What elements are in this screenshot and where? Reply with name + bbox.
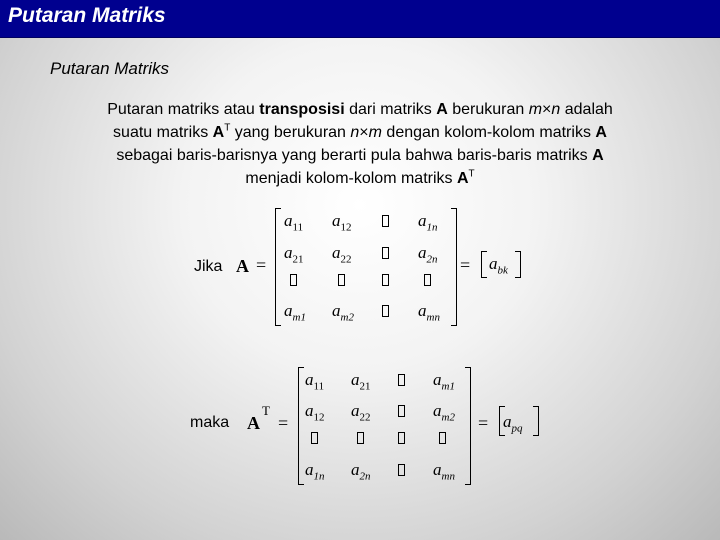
matrix-element-base: a bbox=[351, 401, 360, 420]
matrix-element bbox=[418, 301, 440, 323]
matrix-element bbox=[351, 460, 371, 482]
matrix-element-subscript: m2 bbox=[340, 311, 354, 324]
para-text: yang berukuran bbox=[230, 124, 351, 141]
equals-sign-rhs: = bbox=[460, 255, 471, 275]
matrix-element bbox=[284, 301, 306, 323]
para-transpose-sup: T bbox=[468, 168, 475, 180]
matrix-element-base: a bbox=[284, 301, 293, 320]
para-text: adalah suatu matriks bbox=[113, 101, 613, 141]
matrix-symbol-A: A bbox=[247, 413, 260, 433]
matrix-element-subscript: 22 bbox=[359, 411, 371, 424]
matrix-element-base: a bbox=[351, 460, 360, 479]
ellipsis-placeholder bbox=[382, 215, 389, 227]
left-bracket bbox=[275, 208, 281, 326]
matrix-element-subscript: mn bbox=[426, 311, 440, 324]
para-times: × bbox=[359, 124, 369, 141]
matrix-element-base: a bbox=[305, 460, 314, 479]
matrix-element-subscript: 21 bbox=[292, 253, 304, 266]
slide-title: Putaran Matriks bbox=[8, 4, 166, 27]
ellipsis-placeholder bbox=[311, 432, 318, 444]
equals-sign: = bbox=[278, 413, 289, 433]
right-bracket bbox=[465, 367, 471, 485]
matrix-element bbox=[418, 211, 438, 233]
matrix-element-base: a bbox=[332, 243, 341, 262]
matrix-element-base: a bbox=[284, 211, 293, 230]
matrix-element-base: a bbox=[332, 211, 341, 230]
ellipsis-placeholder bbox=[439, 432, 446, 444]
rhs-element-subscript: bk bbox=[497, 264, 508, 277]
right-bracket bbox=[451, 208, 457, 326]
rhs-element-base: a bbox=[489, 254, 498, 273]
matrix-element bbox=[284, 243, 304, 265]
ellipsis-placeholder bbox=[382, 247, 389, 259]
section-heading: Putaran Matriks bbox=[50, 59, 170, 78]
para-matrix-symbol: A bbox=[212, 124, 225, 141]
rhs-element bbox=[503, 412, 523, 434]
ellipsis-placeholder bbox=[357, 432, 364, 444]
matrix-element-subscript: 1n bbox=[313, 470, 325, 483]
para-text: Putaran matriks atau bbox=[107, 101, 260, 118]
matrix-element-base: a bbox=[418, 211, 427, 230]
matrix-element bbox=[305, 401, 325, 423]
matrix-element-subscript: 12 bbox=[340, 221, 352, 234]
matrix-element bbox=[433, 460, 455, 482]
matrix-element-subscript: 11 bbox=[313, 380, 325, 393]
matrix-element-subscript: m1 bbox=[292, 311, 306, 324]
left-bracket bbox=[298, 367, 304, 485]
ellipsis-placeholder bbox=[290, 274, 297, 286]
matrix-element-subscript: m1 bbox=[441, 380, 455, 393]
matrix-element-subscript: 12 bbox=[313, 411, 325, 424]
matrix-element-base: a bbox=[433, 460, 442, 479]
matrix-element bbox=[332, 211, 352, 233]
para-text: menjadi kolom-kolom matriks bbox=[245, 170, 457, 187]
para-transpose-sup: T bbox=[224, 122, 231, 134]
matrix-element-subscript: 1n bbox=[426, 221, 438, 234]
para-matrix-symbol: A bbox=[595, 124, 607, 141]
para-matrix-symbol: A bbox=[456, 170, 469, 187]
matrix-element-base: a bbox=[418, 301, 427, 320]
ellipsis-placeholder bbox=[398, 432, 405, 444]
para-var: m bbox=[368, 124, 382, 141]
matrix-element bbox=[332, 301, 354, 323]
title-bar bbox=[0, 0, 720, 38]
para-text: dengan kolom-kolom matriks bbox=[381, 124, 596, 141]
matrix-element bbox=[332, 243, 352, 265]
equals-sign-rhs: = bbox=[478, 413, 489, 433]
rhs-element-subscript: pq bbox=[511, 422, 523, 435]
matrix-element-subscript: 21 bbox=[359, 380, 371, 393]
rhs-left-bracket bbox=[481, 251, 487, 278]
ellipsis-placeholder bbox=[398, 464, 405, 476]
matrix-element bbox=[305, 460, 325, 482]
rhs-element-base: a bbox=[503, 412, 512, 431]
ellipsis-placeholder bbox=[398, 374, 405, 386]
ellipsis-placeholder bbox=[382, 305, 389, 317]
definition-paragraph bbox=[90, 98, 630, 190]
matrix-element-subscript: 2n bbox=[359, 470, 371, 483]
matrix-element bbox=[351, 401, 371, 423]
para-var: n bbox=[350, 124, 360, 141]
ellipsis-placeholder bbox=[424, 274, 431, 286]
equals-sign: = bbox=[256, 255, 267, 275]
para-var: m bbox=[528, 101, 543, 118]
matrix-element bbox=[351, 370, 371, 392]
matrix-element-base: a bbox=[433, 401, 442, 420]
equation-label-jika: Jika bbox=[194, 258, 223, 275]
matrix-element-subscript: 2n bbox=[426, 253, 438, 266]
matrix-element-subscript: mn bbox=[441, 470, 455, 483]
matrix-element-subscript: 22 bbox=[340, 253, 352, 266]
para-times: × bbox=[542, 101, 552, 118]
matrix-element bbox=[305, 370, 324, 392]
ellipsis-placeholder bbox=[382, 274, 389, 286]
matrix-element-base: a bbox=[305, 401, 314, 420]
matrix-element-base: a bbox=[433, 370, 442, 389]
para-text: berukuran bbox=[447, 101, 529, 118]
transpose-superscript: T bbox=[262, 403, 270, 418]
ellipsis-placeholder bbox=[398, 405, 405, 417]
matrix-element-subscript: m2 bbox=[441, 411, 455, 424]
rhs-right-bracket bbox=[533, 406, 539, 436]
equation-label-maka: maka bbox=[190, 414, 230, 431]
matrix-element bbox=[418, 243, 438, 265]
para-text: dari matriks bbox=[344, 101, 437, 118]
para-matrix-symbol: A bbox=[592, 147, 604, 164]
para-matrix-symbol: A bbox=[436, 101, 448, 118]
para-term: transposisi bbox=[259, 101, 345, 118]
matrix-element-base: a bbox=[284, 243, 293, 262]
matrix-element-base: a bbox=[418, 243, 427, 262]
para-text: sebagai baris-barisnya yang berarti pula bahwa baris-baris matriks bbox=[116, 147, 593, 164]
matrix-element bbox=[433, 401, 455, 423]
matrix-element-base: a bbox=[351, 370, 360, 389]
matrix-symbol-A: A bbox=[236, 256, 249, 276]
rhs-right-bracket bbox=[515, 251, 521, 278]
matrix-element bbox=[284, 211, 303, 233]
matrix-element bbox=[433, 370, 455, 392]
ellipsis-placeholder bbox=[338, 274, 345, 286]
matrix-element-subscript: 11 bbox=[292, 221, 304, 234]
rhs-element bbox=[489, 254, 508, 276]
matrix-element-base: a bbox=[332, 301, 341, 320]
para-var: n bbox=[551, 101, 561, 118]
matrix-element-base: a bbox=[305, 370, 314, 389]
